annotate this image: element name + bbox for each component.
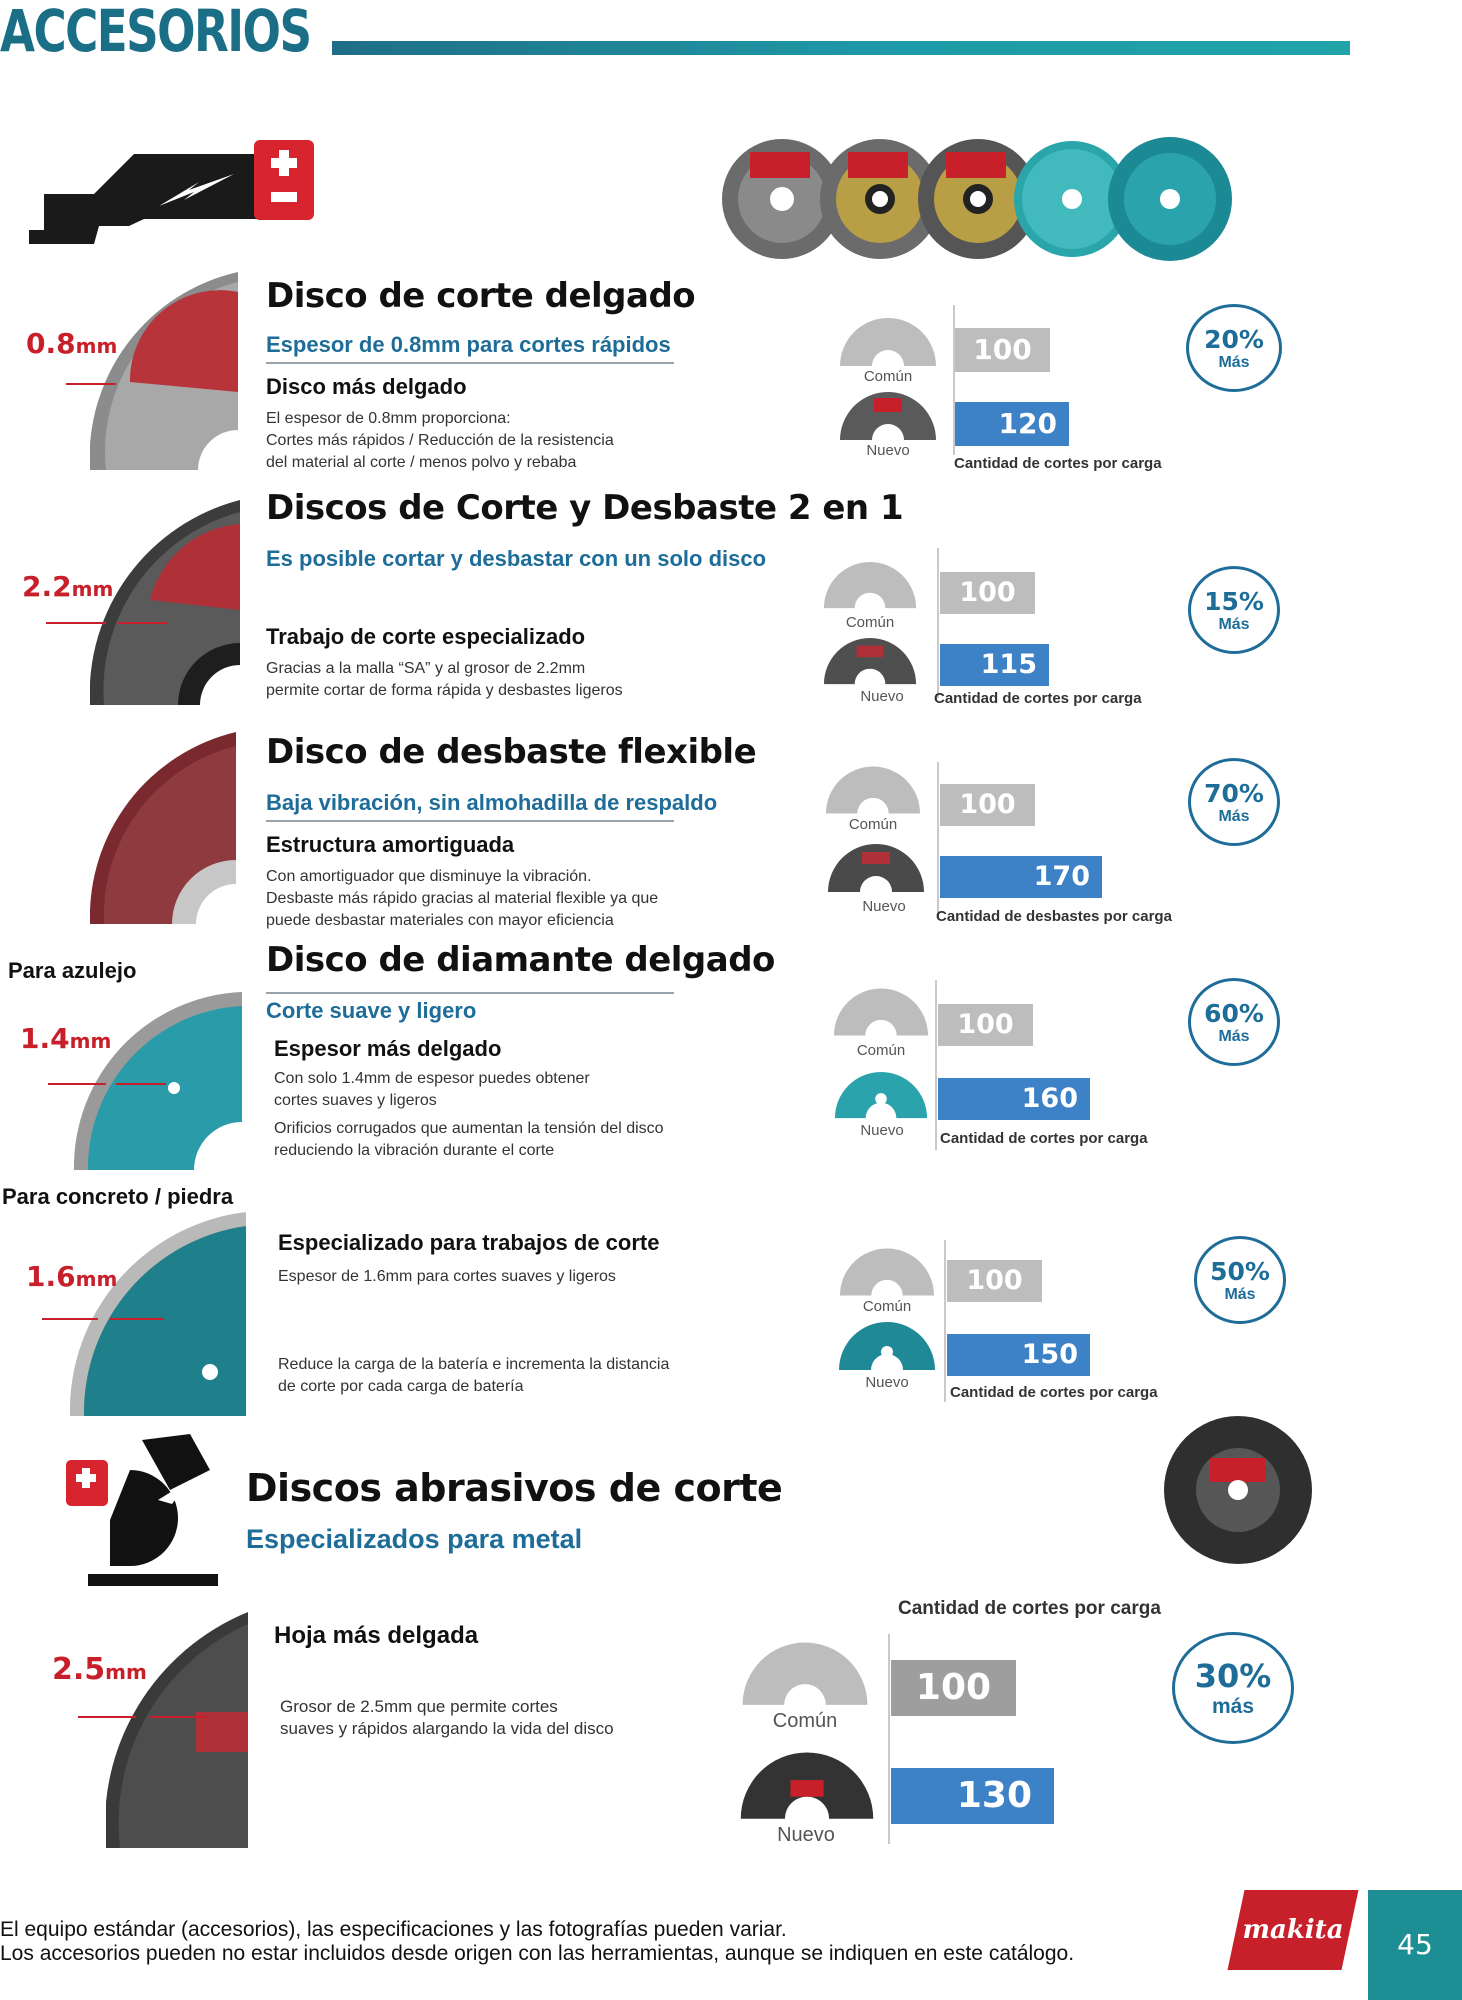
common-label: Común xyxy=(862,1298,912,1315)
thickness-arrow xyxy=(42,1318,98,1320)
application-label: Para azulejo xyxy=(8,958,137,983)
common-disc-icon xyxy=(824,766,922,816)
disc-lineup-image xyxy=(720,134,1250,264)
chart-axis xyxy=(888,1634,890,1844)
improvement-badge: 70% Más xyxy=(1188,758,1280,846)
bar-common: 100 xyxy=(940,784,1035,826)
improvement-badge: 60% Más xyxy=(1188,978,1280,1066)
thickness-label: 1.4mm xyxy=(20,1022,112,1055)
common-disc-icon xyxy=(838,318,938,368)
angle-grinder-icon xyxy=(24,134,334,254)
thickness-label: 2.5mm xyxy=(52,1652,147,1687)
diamond-concrete-disc-image xyxy=(70,1212,246,1416)
new-label: Nuevo xyxy=(860,1122,904,1139)
thickness-arrow xyxy=(48,1083,106,1085)
section-title: Disco de corte delgado xyxy=(266,276,696,316)
common-label: Común xyxy=(863,368,913,385)
diamond-tile-disc-image xyxy=(74,992,242,1170)
feature-description: Grosor de 2.5mm que permite cortes suaves y rápidos alargando la vida del disco xyxy=(280,1697,614,1738)
new-label: Nuevo xyxy=(865,1374,909,1391)
thickness-arrow xyxy=(116,1083,166,1085)
bar-new: 150 xyxy=(947,1334,1090,1376)
application-label: Para concreto / piedra xyxy=(2,1184,234,1209)
thickness-arrow xyxy=(118,622,168,624)
thickness-arrow xyxy=(46,622,106,624)
page-title: ACCESORIOS xyxy=(0,0,311,65)
chart-caption: Cantidad de cortes por carga xyxy=(898,1598,1161,1619)
common-disc-icon xyxy=(740,1642,870,1708)
thickness-arrow xyxy=(150,1716,206,1718)
feature-heading: Disco más delgado xyxy=(266,374,467,399)
bar-new: 130 xyxy=(891,1768,1054,1824)
common-label: Común xyxy=(856,1042,906,1059)
bar-common: 100 xyxy=(940,572,1035,614)
new-disc-icon xyxy=(838,392,938,442)
common-disc-icon xyxy=(838,1248,936,1298)
new-disc-icon xyxy=(832,1072,930,1120)
common-label: Común xyxy=(845,614,895,631)
section-title: Disco de diamante delgado xyxy=(266,940,775,980)
thickness-arrow xyxy=(66,383,116,385)
chop-saw-icon xyxy=(60,1430,222,1596)
thickness-label: 2.2mm xyxy=(22,570,114,603)
new-disc-icon xyxy=(738,1752,876,1822)
new-disc-icon xyxy=(822,638,918,686)
bar-new: 160 xyxy=(938,1078,1090,1120)
bar-common: 100 xyxy=(891,1660,1016,1716)
feature-heading: Espesor más delgado xyxy=(274,1036,502,1061)
new-label: Nuevo xyxy=(862,898,906,915)
brand-logo: makita xyxy=(1227,1890,1358,1970)
bar-common: 100 xyxy=(938,1004,1033,1046)
section-subtitle: Corte suave y ligero xyxy=(266,998,477,1023)
improvement-badge: 50% Más xyxy=(1194,1236,1286,1324)
section-subtitle: Espesor de 0.8mm para cortes rápidos xyxy=(266,332,671,357)
feature-description: El espesor de 0.8mm proporciona: Cortes más rápidos / Reducción de la resistencia del material al corte / menos polvo y rebaba xyxy=(266,410,614,471)
chart-caption: Cantidad de cortes por carga xyxy=(940,1130,1148,1147)
abrasive-disc-image xyxy=(1162,1414,1314,1566)
feature-description: Reduce la carga de la batería e incrementa la distancia de corte por cada carga de batería xyxy=(278,1356,670,1395)
thickness-label: 1.6mm xyxy=(26,1260,118,1293)
header-bar xyxy=(332,41,1350,55)
section-subtitle: Es posible cortar y desbastar con un solo disco xyxy=(266,546,767,571)
footer-notes: El equipo estándar (accesorios), las especificaciones y las fotografías pueden variar. Los accesorios pueden no estar incluidos desde origen con las herramientas, aunque se indiquen en este catálogo. xyxy=(0,1918,1075,1965)
new-label: Nuevo xyxy=(866,442,910,459)
improvement-badge: 30% más xyxy=(1172,1632,1294,1744)
divider xyxy=(266,992,674,994)
chart-caption: Cantidad de desbastes por carga xyxy=(936,908,1172,925)
new-label: Nuevo xyxy=(860,688,904,705)
thickness-arrow xyxy=(78,1716,136,1718)
section-title: Discos de Corte y Desbaste 2 en 1 xyxy=(266,488,904,528)
section-subtitle: Baja vibración, sin almohadilla de respaldo xyxy=(266,790,718,815)
bar-new: 120 xyxy=(955,402,1069,446)
chart-axis xyxy=(937,548,939,698)
bar-new: 115 xyxy=(940,644,1049,686)
divider xyxy=(266,820,674,822)
feature-description: Espesor de 1.6mm para cortes suaves y ligeros xyxy=(278,1268,616,1285)
common-disc-icon xyxy=(832,988,930,1038)
common-disc-icon xyxy=(822,562,918,610)
chart-caption: Cantidad de cortes por carga xyxy=(954,455,1162,472)
improvement-badge: 15% Más xyxy=(1188,566,1280,654)
feature-description: Gracias a la malla “SA” y al grosor de 2.2mm permite cortar de forma rápida y desbastes ligeros xyxy=(266,660,623,699)
feature-description: Con amortiguador que disminuye la vibración. Desbaste más rápido gracias al material flexible ya que puede desbastar materiales con mayor eficiencia xyxy=(266,868,659,929)
section-subtitle: Especializados para metal xyxy=(246,1524,583,1554)
feature-description: Con solo 1.4mm de espesor puedes obtener cortes suaves y ligeros xyxy=(274,1070,590,1109)
thickness-label: 0.8mm xyxy=(26,327,118,360)
new-label: Nuevo xyxy=(777,1824,835,1846)
feature-description: Orificios corrugados que aumentan la tensión del disco reduciendo la vibración durante el corte xyxy=(274,1120,664,1159)
feature-heading: Hoja más delgada xyxy=(274,1622,479,1649)
chart-caption: Cantidad de cortes por carga xyxy=(950,1384,1158,1401)
section-title: Disco de desbaste flexible xyxy=(266,732,757,772)
new-disc-icon xyxy=(836,1322,938,1372)
chart-axis xyxy=(937,762,939,918)
chart-axis xyxy=(935,980,937,1150)
divider xyxy=(266,362,674,364)
feature-heading: Estructura amortiguada xyxy=(266,832,515,857)
thickness-arrow xyxy=(110,1318,164,1320)
bar-new: 170 xyxy=(940,856,1102,898)
thin-cut-disc-image xyxy=(90,272,238,470)
improvement-badge: 20% Más xyxy=(1186,304,1282,392)
feature-heading: Especializado para trabajos de corte xyxy=(278,1230,660,1255)
chart-caption: Cantidad de cortes por carga xyxy=(934,690,1142,707)
bar-common: 100 xyxy=(947,1260,1042,1302)
new-disc-icon xyxy=(824,844,928,894)
flex-grinding-disc-image xyxy=(90,732,236,924)
common-label: Común xyxy=(772,1710,838,1732)
section-title: Discos abrasivos de corte xyxy=(246,1466,783,1510)
common-label: Común xyxy=(848,816,898,833)
abrasive-disc-edge-image xyxy=(106,1612,248,1848)
bar-common: 100 xyxy=(955,328,1050,372)
feature-heading: Trabajo de corte especializado xyxy=(266,624,586,649)
page-number: 45 xyxy=(1368,1890,1462,2000)
chart-axis xyxy=(944,1240,946,1402)
